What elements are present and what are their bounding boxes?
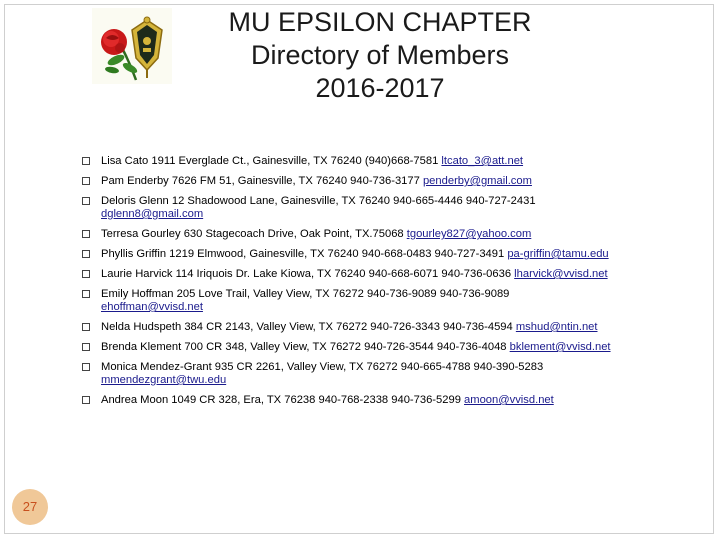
title-line-chapter: MU EPSILON CHAPTER xyxy=(228,7,532,37)
member-list xyxy=(82,155,682,414)
email-link[interactable]: lharvick@vvisd.net xyxy=(514,268,608,280)
email-link[interactable]: amoon@vvisd.net xyxy=(464,394,554,406)
checkbox-bullet-icon xyxy=(82,177,90,185)
list-item xyxy=(82,195,682,221)
title-line-year: 2016-2017 xyxy=(315,73,445,103)
email-link[interactable]: mshud@ntin.net xyxy=(515,321,598,333)
checkbox-bullet-icon xyxy=(82,230,90,238)
list-item xyxy=(82,175,682,188)
email-link[interactable]: tgourley827@yahoo.com xyxy=(406,228,532,240)
email-link[interactable]: penderby@gmail.com xyxy=(422,175,532,187)
checkbox-bullet-icon xyxy=(82,197,90,205)
member-text: Lisa Cato 1911 Everglade Ct., Gainesville, TX 76240 (940)668-7581 xyxy=(101,155,442,167)
member-text: Phyllis Griffin 1219 Elmwood, Gainesville, TX 76240 940-668-0483 940-727-3491 xyxy=(101,248,508,260)
list-item xyxy=(82,268,682,281)
checkbox-bullet-icon xyxy=(82,396,90,404)
member-text: Terresa Gourley 630 Stagecoach Drive, Oak Point, TX.75068 xyxy=(101,228,407,240)
page-number-badge: 27 xyxy=(12,489,48,525)
checkbox-bullet-icon xyxy=(82,323,90,331)
checkbox-bullet-icon xyxy=(82,343,90,351)
checkbox-bullet-icon xyxy=(82,250,90,258)
member-text: Andrea Moon 1049 CR 328, Era, TX 76238 940-768-2338 940-736-5299 xyxy=(101,394,465,406)
list-item xyxy=(82,155,682,168)
member-text: Nelda Hudspeth 384 CR 2143, Valley View, TX 76272 940-726-3343 940-736-4594 xyxy=(101,321,516,333)
member-text: Brenda Klement 700 CR 348, Valley View, TX 76272 940-726-3544 940-736-4048 xyxy=(101,341,510,353)
email-link[interactable]: pa-griffin@tamu.edu xyxy=(507,248,609,260)
list-item xyxy=(82,321,682,334)
rose-and-pin-crest-icon xyxy=(92,8,172,84)
list-item xyxy=(82,228,682,241)
email-link[interactable]: mmendezgrant@twu.edu xyxy=(101,374,227,386)
list-item xyxy=(82,361,682,387)
member-text: Monica Mendez-Grant 935 CR 2261, Valley View, TX 76272 940-665-4788 940-390-5283 xyxy=(101,361,544,373)
member-text: Deloris Glenn 12 Shadowood Lane, Gainesville, TX 76240 940-665-4446 940-727-2431 xyxy=(101,195,536,207)
list-item xyxy=(82,341,682,354)
checkbox-bullet-icon xyxy=(82,290,90,298)
member-text: Laurie Harvick 114 Iriquois Dr. Lake Kiowa, TX 76240 940-668-6071 940-736-0636 xyxy=(101,268,515,280)
title-line-directory: Directory of Members xyxy=(250,40,510,70)
email-link[interactable]: dglenn8@gmail.com xyxy=(101,208,204,220)
email-link[interactable]: ehoffman@vvisd.net xyxy=(101,301,203,313)
email-link[interactable]: ltcato_3@att.net xyxy=(441,155,524,167)
list-item xyxy=(82,248,682,261)
checkbox-bullet-icon xyxy=(82,157,90,165)
checkbox-bullet-icon xyxy=(82,270,90,278)
checkbox-bullet-icon xyxy=(82,363,90,371)
list-item xyxy=(82,288,682,314)
member-text: Pam Enderby 7626 FM 51, Gainesville, TX 76240 940-736-3177 xyxy=(101,175,423,187)
page-title xyxy=(180,6,580,105)
email-link[interactable]: bklement@vvisd.net xyxy=(509,341,611,353)
list-item xyxy=(82,394,682,407)
member-text: Emily Hoffman 205 Love Trail, Valley View, TX 76272 940-736-9089 940-736-9089 xyxy=(101,288,510,300)
